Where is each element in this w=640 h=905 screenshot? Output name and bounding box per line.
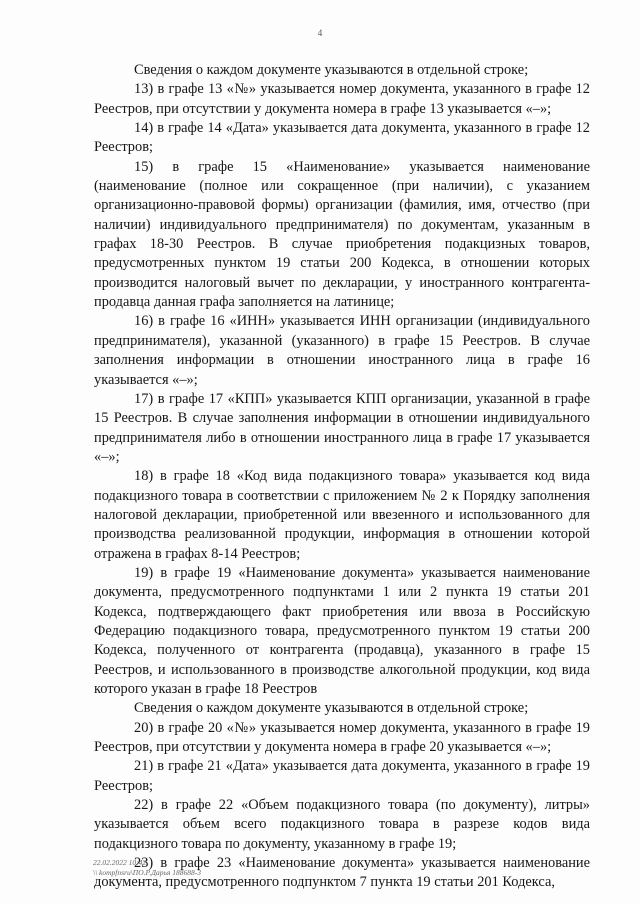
paragraph: 20) в графе 20 «№» указывается номер документа, указанного в графе 19 Реестров, при отсутствии у документа номера в графе 20 указывается «–»;	[94, 719, 590, 756]
paragraph: 18) в графе 18 «Код вида подакцизного товара» указывается код вида подакцизного товара в соответствии с приложением № 2 к Порядку заполнения налоговой декларации, приобретенной или ввезенного и использованного для производства реализованной продукции, информация в отношении которой отражена в графах 8-14 Реестров;	[94, 468, 590, 562]
paragraph: 13) в графе 13 «№» указывается номер документа, указанного в графе 12 Реестров, при отсутствии у документа номера в графе 13 указывается «–»;	[94, 81, 590, 117]
paragraph: Сведения о каждом документе указываются в отдельной строке;	[134, 62, 529, 78]
paragraph: 17) в графе 17 «КПП» указывается КПП организации, указанной в графе 15 Реестров. В случае заполнения информации в отношении индивидуального предпринимателя либо в отношении иностранного лица в графе 17 указывается «–»;	[94, 390, 590, 465]
paragraph: 19) в графе 19 «Наименование документа» указывается наименование документа, предусмотренного подпунктами 1 или 2 пункта 19 статьи 201 Кодекса, подтверждающего факт приобретения или ввоза в Российскую Федерацию подакцизного товара, предусмотренного пунктом 19 статьи 200 Кодекса, полученного от контрагента (продавца), указанного в графе 15 Реестров, и использованного в производстве алкогольной продукции, код вида которого указан в графе 18 Реестров	[94, 564, 590, 697]
paragraph: Сведения о каждом документе указываются в отдельной строке;	[134, 700, 529, 717]
footer-timestamp: 22.02.2022 10:42	[93, 858, 147, 867]
paragraph: 14) в графе 14 «Дата» указывается дата документа, указанного в графе 12 Реестров;	[94, 120, 590, 156]
paragraph: 15) в графе 15 «Наименование» указывается наименование (наименование (полное или сокращенное (при наличии), с указанием организационно-правовой формы) организации (фамилия, имя, отчество (при наличии) индивидуального предпринимателя) по документам, указанным в графах 18-30 Реестров. В случае приобретения подакцизных товаров, предусмотренных пунктом 19 статьи 200 Кодекса, в отношении которых производится налоговый вычет по декларации, у иностранного контрагента-продавца данная графа заполняется на латинице;	[94, 158, 590, 311]
paragraph: 22) в графе 22 «Объем подакцизного товара (по документу), литры» указывается объем всего подакцизного товара в разрезе кодов вида подакцизного товара по документу, указанному в графе 19;	[94, 797, 590, 852]
footer-file-path: \\ kompfnsru\ПО.Р.Дарья 188688-3	[93, 868, 201, 877]
paragraph: 16) в графе 16 «ИНН» указывается ИНН организации (индивидуального предпринимателя), указанной (указанного) в графе 15 Реестров. В случае заполнения информации в отношении иностранного лица в графе 16 указывается «–»;	[94, 313, 590, 388]
paragraph: 21) в графе 21 «Дата» указывается дата документа, указанного в графе 19 Реестров;	[94, 758, 590, 794]
page-number: 4	[317, 28, 323, 38]
document-body	[94, 61, 590, 893]
paragraph: 23) в графе 23 «Наименование документа» указывается наименование документа, предусмотренного подпунктом 7 пункта 19 статьи 201 Кодекса,	[94, 855, 590, 891]
document-footer	[93, 858, 201, 878]
